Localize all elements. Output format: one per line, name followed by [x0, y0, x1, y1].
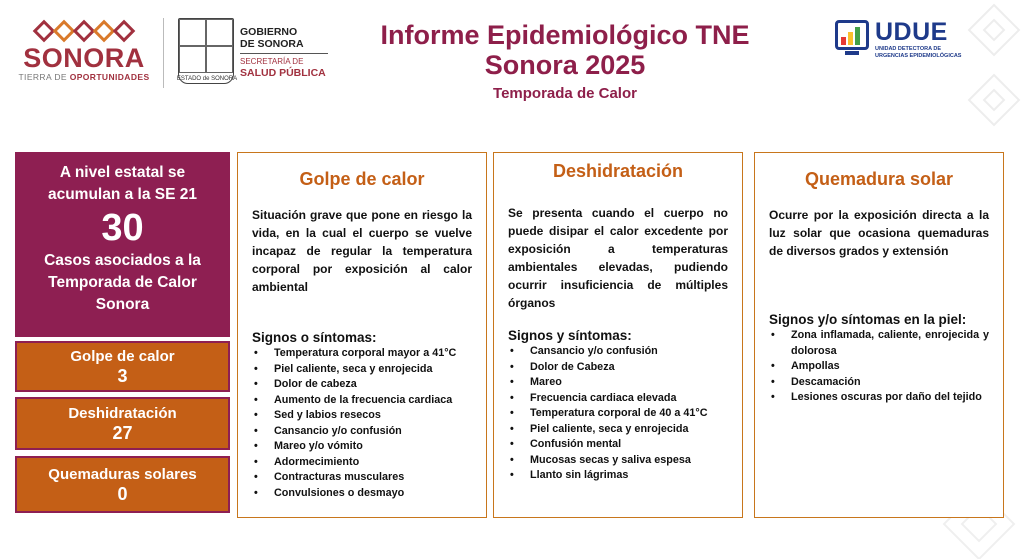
list-item: • Lesiones oscuras por daño del tejido [769, 390, 989, 406]
list-item: • Aumento de la frecuencia cardiaca [252, 393, 472, 409]
summary-line3: Casos asociados a la [44, 252, 201, 269]
stat-quemaduras-solares: Quemaduras solares 0 [15, 456, 230, 513]
summary-line1: A nivel estatal se [59, 164, 186, 181]
state-shield-icon [178, 18, 234, 84]
list-item: • Adormecimiento [252, 455, 472, 471]
card-title: Quemadura solar [804, 169, 954, 189]
title-line2: Sonora 2025 [484, 50, 646, 80]
card-deshidratacion [493, 152, 743, 518]
gobierno-line2: DE SONORA [240, 38, 304, 50]
sonora-glyphs-icon [14, 18, 154, 44]
summary-total: 30 [101, 207, 144, 249]
list-item: • Convulsiones o desmayo [252, 486, 472, 502]
card-title: Golpe de calor [299, 169, 425, 189]
list-item: • Temperatura corporal mayor a 41°C [252, 346, 472, 362]
list-item: • Dolor de cabeza [252, 377, 472, 393]
list-item: • Mucosas secas y saliva espesa [508, 453, 728, 469]
sonora-wordmark: SONORA [23, 43, 145, 73]
list-item: • Frecuencia cardiaca elevada [508, 391, 728, 407]
header-divider [163, 18, 164, 88]
sonora-tagline: TIERRA DE OPORTUNIDADES [18, 72, 150, 82]
gobierno-line1: GOBIERNO [240, 26, 298, 38]
list-item: • Mareo y/o vómito [252, 439, 472, 455]
list-item: • Temperatura corporal de 40 a 41°C [508, 406, 728, 422]
udue-subtitle: UNIDAD DETECTORA DE URGENCIAS EPIDEMIOLÓGICAS [875, 46, 962, 59]
card-title: Deshidratación [552, 161, 684, 181]
stat-deshidratacion: Deshidratación 27 [15, 397, 230, 450]
symptoms-list [508, 344, 728, 484]
symptoms-heading: Signos y síntomas: [508, 328, 632, 343]
shield-caption: ESTADO de SONORA [176, 76, 238, 82]
card-golpe-de-calor [237, 152, 487, 518]
symptoms-list [769, 328, 989, 406]
card-description: Situación grave que pone en riesgo la vida, en la cual el cuerpo se vuelve incapaz de regular la temperatura corporal por exposición al calor ambiental [252, 208, 472, 294]
udue-wordmark: UDUE [875, 18, 948, 46]
state-summary-panel [15, 152, 230, 337]
summary-line5: Sonora [95, 296, 150, 313]
page-subtitle: Temporada de Calor [493, 85, 637, 102]
list-item: • Confusión mental [508, 437, 728, 453]
gobierno-divider [240, 53, 328, 54]
list-item: • Cansancio y/o confusión [252, 424, 472, 440]
list-item: • Zona inflamada, caliente, enrojecida y dolorosa [769, 328, 989, 359]
symptoms-heading: Signos o síntomas: [252, 330, 377, 345]
stat-golpe-de-calor: Golpe de calor 3 [15, 341, 230, 392]
list-item: • Llanto sin lágrimas [508, 468, 728, 484]
sonora-logo [14, 18, 154, 88]
list-item: • Contracturas musculares [252, 470, 472, 486]
list-item: • Sed y labios resecos [252, 408, 472, 424]
symptoms-heading: Signos y/o síntomas en la piel: [769, 312, 967, 327]
monitor-chart-icon [835, 20, 869, 50]
secretaria-label: SECRETARÍA DE [240, 57, 304, 66]
list-item: • Piel caliente, seca y enrojecida [252, 362, 472, 378]
list-item: • Mareo [508, 375, 728, 391]
list-item: • Descamación [769, 375, 989, 391]
card-description: Se presenta cuando el cuerpo no puede disipar el calor excedente por exposición a temperaturas ambientales elevadas, pudiendo ocurrir insuficiencia de múltiples órganos [508, 206, 728, 310]
list-item: • Cansancio y/o confusión [508, 344, 728, 360]
symptoms-list [252, 346, 472, 501]
card-description: Ocurre por la exposición directa a la luz solar que ocasiona quemaduras de diversos grados y extensión [769, 208, 989, 258]
udue-logo [835, 18, 975, 62]
summary-line2: acumulan a la SE 21 [47, 186, 198, 203]
title-line1: Informe Epidemiológico TNE [380, 20, 750, 50]
list-item: • Dolor de Cabeza [508, 360, 728, 376]
list-item: • Piel caliente, seca y enrojecida [508, 422, 728, 438]
list-item: • Ampollas [769, 359, 989, 375]
card-quemadura-solar [754, 152, 1004, 518]
page-title [330, 20, 800, 80]
salud-label: SALUD PÚBLICA [240, 67, 326, 79]
summary-line4: Temporada de Calor [48, 274, 197, 291]
